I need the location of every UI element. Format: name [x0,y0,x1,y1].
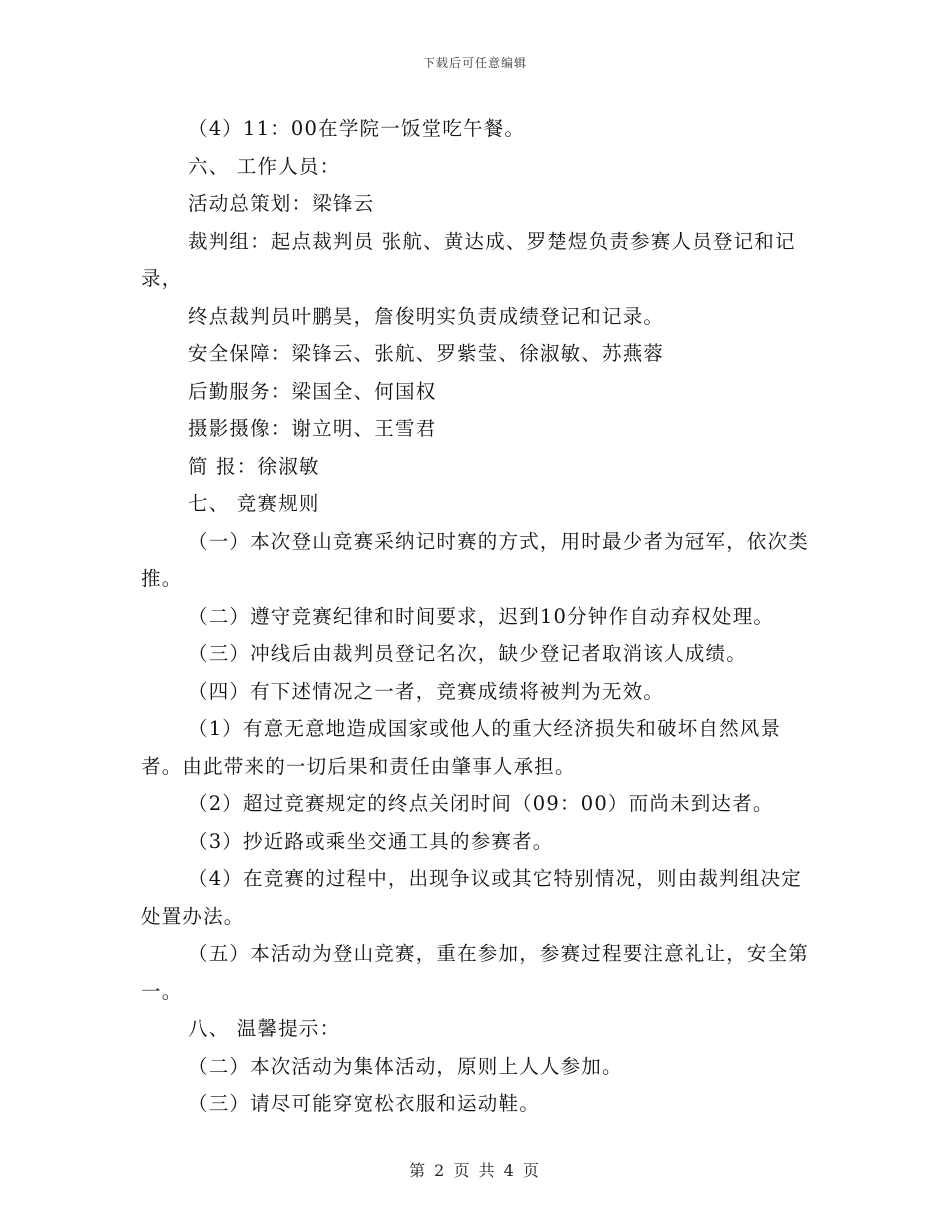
paragraph-lunch-schedule: （4）11：00在学院一饭堂吃午餐。 [188,117,526,140]
paragraph-rule-2: （二）遵守竞赛纪律和时间要求，迟到10分钟作自动弃权处理。 [188,604,775,628]
paragraph-referee-group: 裁判组：起点裁判员 张航、黄达成、罗楚煜负责参赛人员登记和记录， [141,229,796,290]
paragraph-invalid-case-1: （1）有意无意地造成国家或他人的重大经济损失和破坏自然风景者。由此带来的一切后果和责任由肇事人承担。 [141,717,782,778]
section-heading-tips: 八、 温馨提示： [188,1017,341,1040]
section-heading-rules: 七、 竞赛规则 [188,492,320,515]
paragraph-chief-planner: 活动总策划：梁锋云 [188,192,375,215]
paragraph-rule-3: （三）冲线后由裁判员登记名次，缺少登记者取消该人成绩。 [188,642,747,665]
paragraph-finish-referee: 终点裁判员叶鹏昊，詹俊明实负责成绩登记和记录。 [188,304,665,328]
paragraph-logistics: 后勤服务：梁国全、何国权 [188,379,437,403]
paragraph-photography: 摄影摄像：谢立明、王雪君 [188,417,437,440]
paragraph-briefing: 简 报：徐淑敏 [188,454,320,478]
document-body [141,110,809,1123]
paragraph-tip-2: （二）本次活动为集体活动，原则上人人参加。 [188,1054,623,1078]
paragraph-safety: 安全保障：梁锋云、张航、罗紫莹、徐淑敏、苏燕蓉 [188,342,665,365]
paragraph-invalid-case-4: （4）在竞赛的过程中，出现争议或其它特别情况，则由裁判组决定处置办法。 [141,867,802,928]
page-number-footer: 第 2 页 共 4 页 [409,1161,541,1180]
paragraph-rule-1: （一）本次登山竞赛采纳记时赛的方式，用时最少者为冠军，依次类推。 [141,529,810,590]
paragraph-rule-5: （五）本活动为登山竞赛，重在参加，参赛过程要注意礼让，安全第一。 [141,942,810,1003]
paragraph-invalid-case-3: （3）抄近路或乘坐交通工具的参赛者。 [188,829,554,853]
paragraph-rule-4: （四）有下述情况之一者，竞赛成绩将被判为无效。 [188,679,665,703]
section-heading-staff: 六、 工作人员： [188,154,341,178]
paragraph-invalid-case-2: （2）超过竞赛规定的终点关闭时间（09：00）而尚未到达者。 [188,792,774,815]
paragraph-tip-3: （三）请尽可能穿宽松衣服和运动鞋。 [188,1092,540,1115]
page-header-note: 下载后可任意编辑 [422,56,527,70]
